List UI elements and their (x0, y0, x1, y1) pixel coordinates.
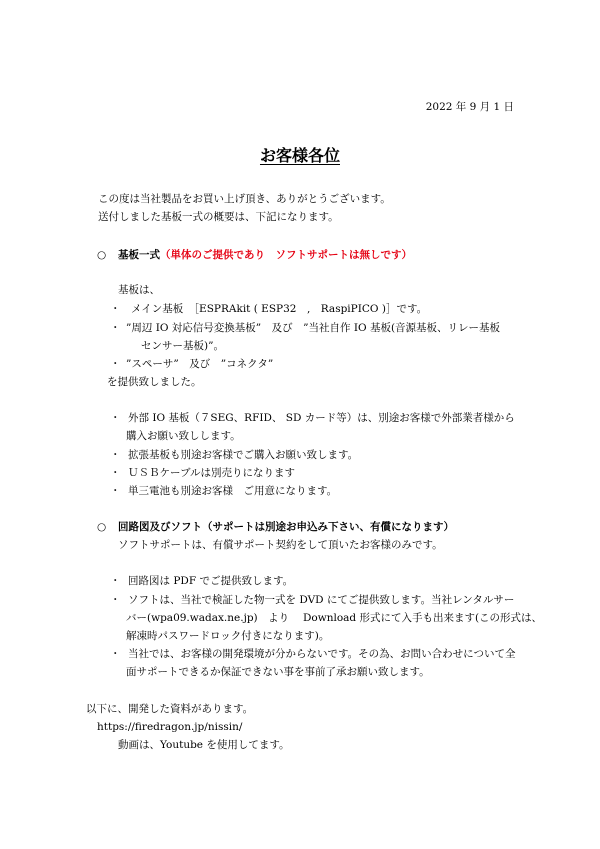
list-item: ソフトは、当社で検証した物一式を DVD にてご提供致します。当社レンタルサー (128, 594, 515, 606)
list-item-continuation: センサー基板)”。 (141, 340, 224, 352)
list-item: ＵＳＢケーブルは別売りになります (128, 467, 296, 479)
bullet: ・ (110, 575, 121, 587)
bullet: ・ (110, 303, 121, 315)
bullet: ・ (110, 594, 121, 606)
section1-heading-line (118, 248, 412, 262)
section2-heading: 回路図及びソフト（サポートは別途お申込み下さい、有償になります） (118, 521, 454, 533)
bullet: ・ (110, 322, 121, 334)
bullet: ・ (110, 485, 121, 497)
list-item-continuation: バー(wpa09.wadax.ne.jp) より Download 形式にて入手も出来ます(この形式は、 (126, 612, 543, 624)
list-item-continuation: 面サポートできるか保証できない事を事前了承お願い致します。 (126, 666, 430, 678)
list-item: 回路図は PDF でご提供致します。 (128, 575, 294, 587)
list-item-continuation: 購入お願い致しします。 (126, 430, 241, 442)
resources-url: https://firedragon.jp/nissin/ (97, 721, 243, 733)
document-title-text: お客様各位 (259, 146, 340, 165)
list-item: メイン基板 ［ESPRAkit ( ESP32 , RaspiPICO )］です。 (131, 303, 428, 315)
document-date: 2022 年 9 月 1 日 (425, 101, 514, 113)
section1-lead: 基板は、 (118, 284, 160, 296)
intro-line-2: 送付しました基板一式の概要は、下記になります。 (98, 211, 339, 223)
section1-note: （単体のご提供であり ソフトサポートは無しです） (160, 249, 412, 261)
bullet: ・ (110, 412, 121, 424)
resources-lead: 以下に、開発した資料があります。 (86, 703, 254, 715)
section1-marker: ○ (97, 249, 107, 261)
list-item: 当社では、お客様の開発環境が分からないです。その為、お問い合わせについて全 (128, 648, 516, 660)
list-item: 単三電池も別途お客様 ご用意になります。 (128, 485, 338, 497)
document-title (0, 146, 600, 166)
section2-lead: ソフトサポートは、有償サポート契約をして頂いたお客様のみです。 (118, 539, 443, 551)
section2-marker: ○ (97, 521, 107, 533)
list-item: ”スペーサ” 及び ”コネクタ” (126, 358, 274, 370)
bullet: ・ (110, 449, 121, 461)
list-item: 拡張基板も別途お客様でご購入お願い致します。 (128, 449, 359, 461)
section1-closing: を提供致しました。 (107, 376, 202, 388)
list-item: ”周辺 IO 対応信号変換基板” 及び ”当社自作 IO 基板(音源基板、リレー基板 (126, 322, 501, 334)
bullet: ・ (110, 358, 121, 370)
list-item: 外部 IO 基板（７SEG、RFID、 SD カード等）は、別途お客様で外部業者様から (128, 412, 515, 424)
bullet: ・ (110, 467, 121, 479)
intro-line-1: この度は当社製品をお買い上げ頂き、ありがとうございます。 (98, 193, 391, 205)
bullet: ・ (110, 648, 121, 660)
resources-video-note: 動画は、Youtube を使用してます。 (118, 739, 290, 751)
section1-heading: 基板一式 (118, 249, 160, 261)
list-item-continuation: 解凍時パスワードロック付きになります)。 (126, 630, 330, 642)
